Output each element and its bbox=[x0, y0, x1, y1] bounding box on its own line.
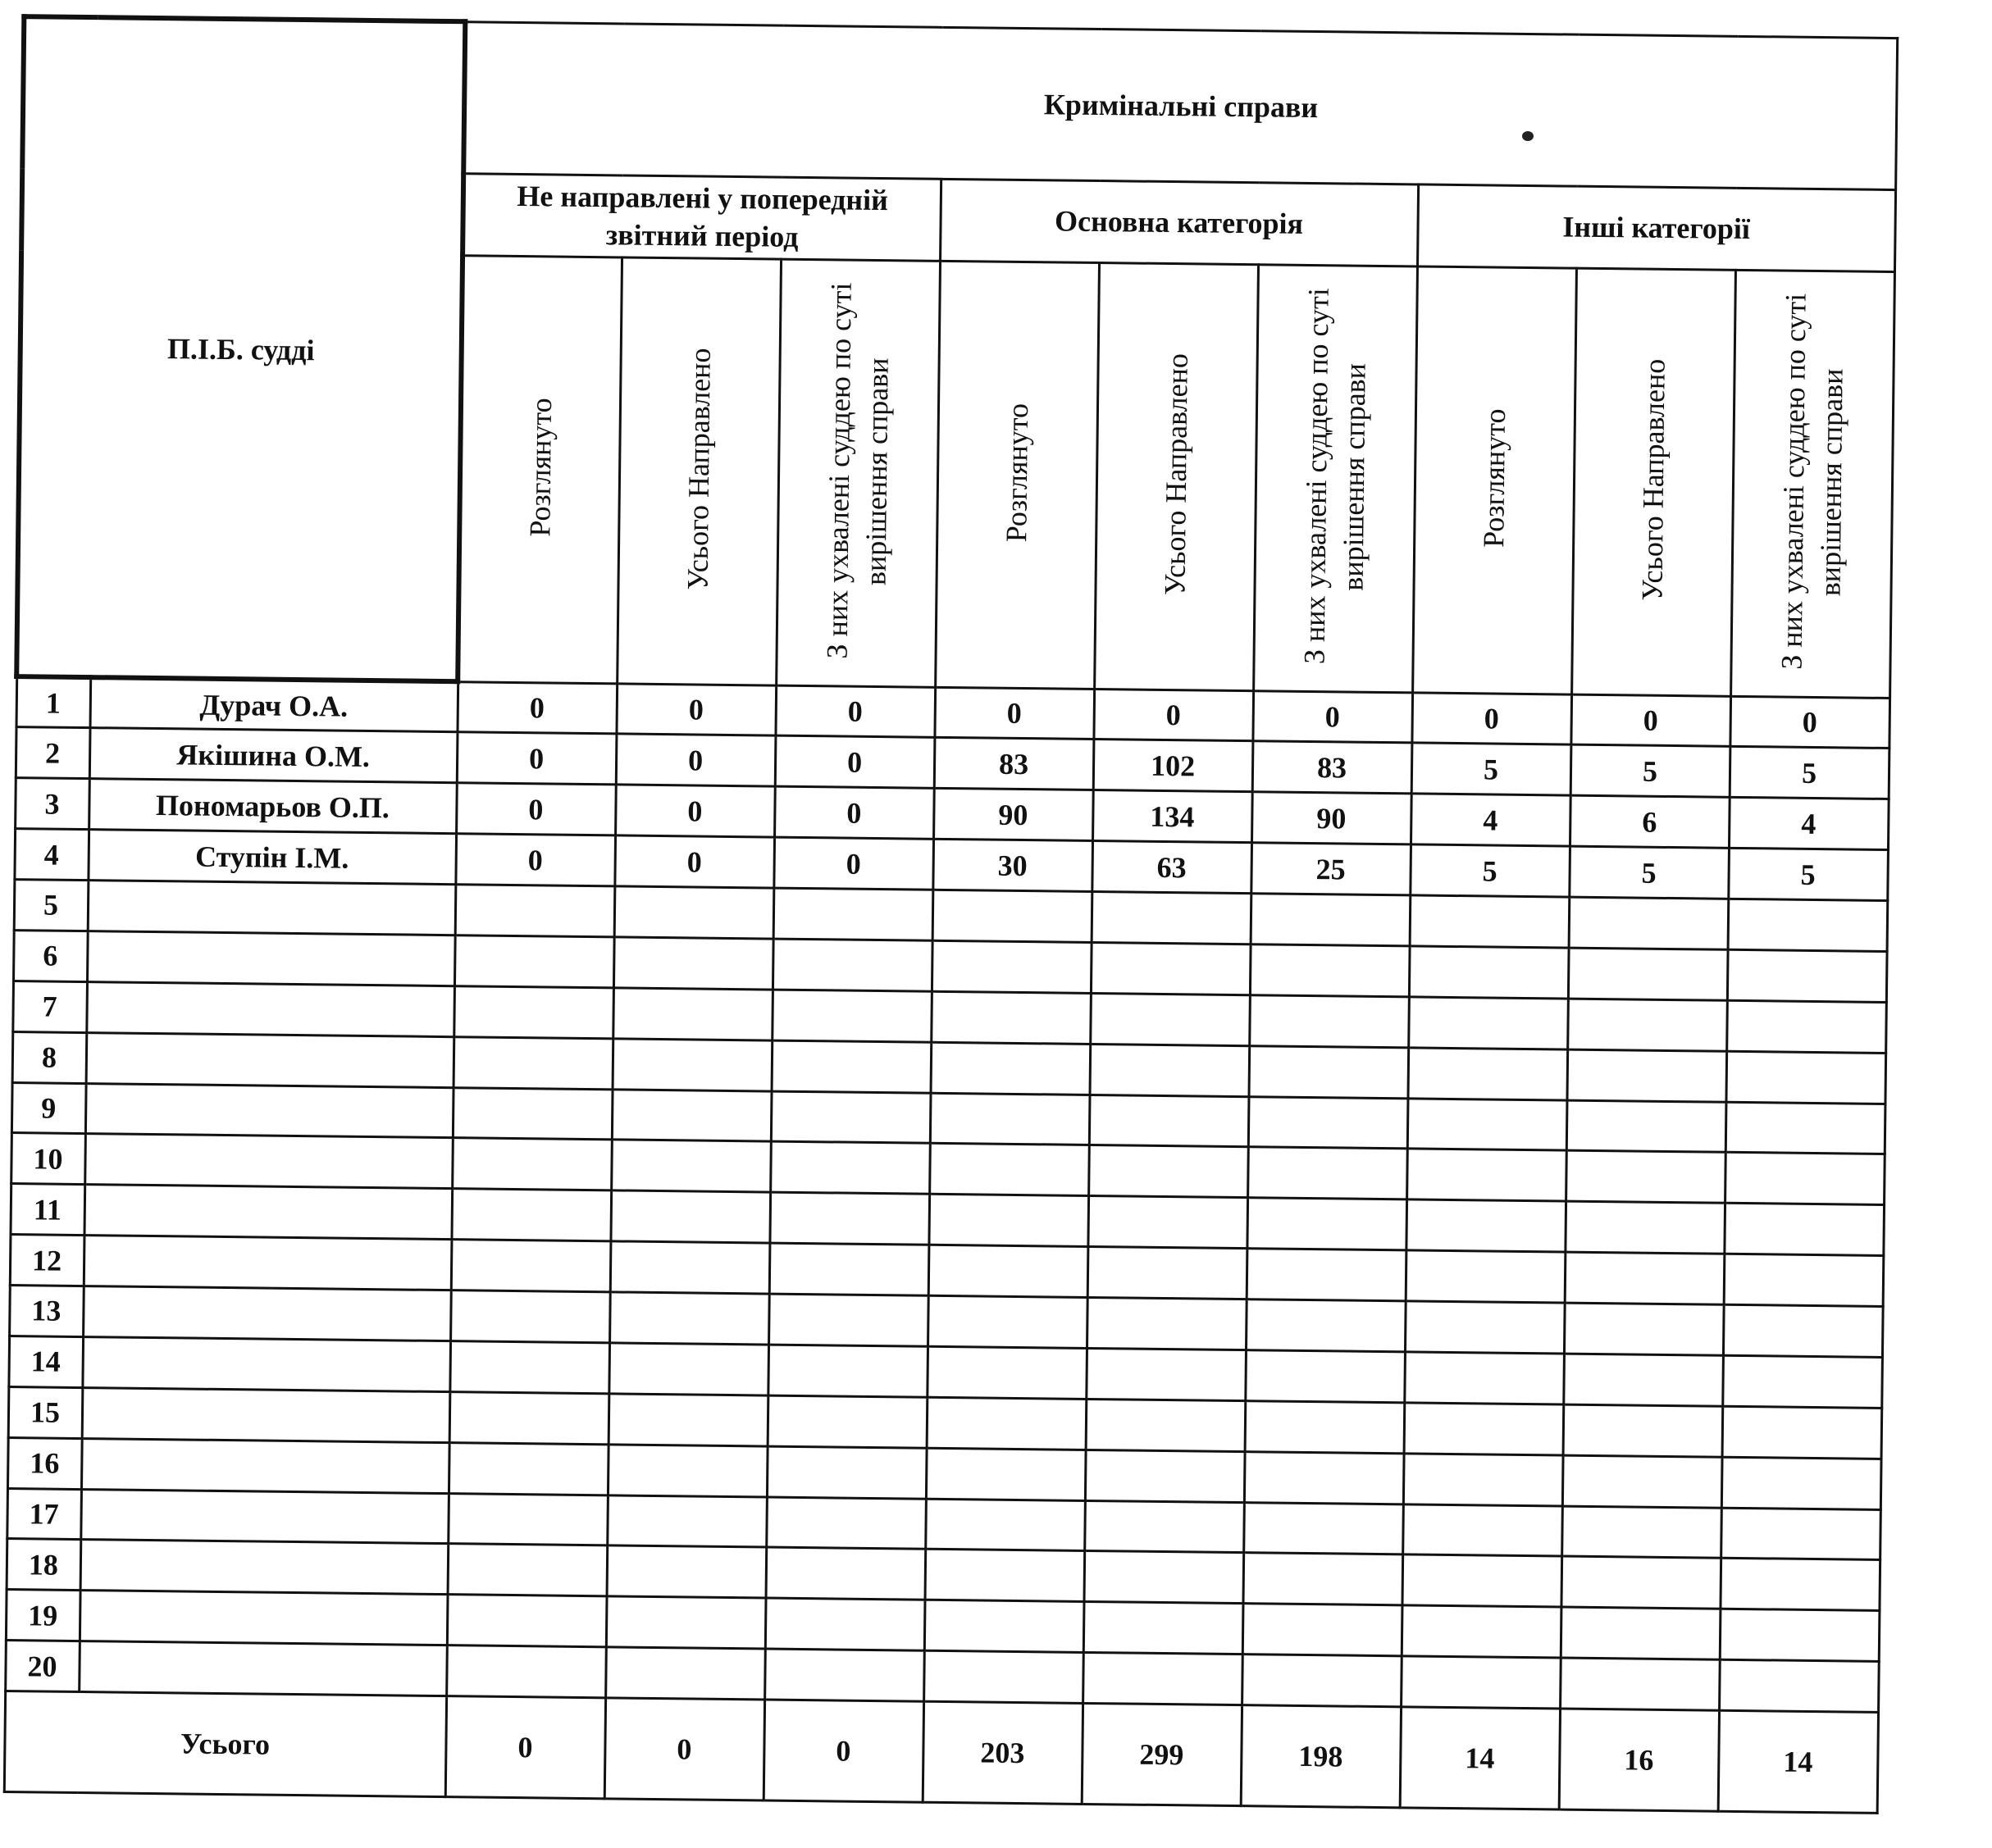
cell-value bbox=[455, 885, 615, 937]
cell-value: 63 bbox=[1092, 841, 1251, 894]
row-number: 6 bbox=[13, 930, 88, 981]
row-number: 17 bbox=[7, 1488, 81, 1540]
cell-value bbox=[1087, 1196, 1247, 1249]
cell-value bbox=[1724, 1204, 1884, 1256]
cell-value bbox=[1088, 1145, 1248, 1198]
cell-value bbox=[767, 1446, 927, 1499]
cell-value bbox=[1406, 1250, 1566, 1303]
cell-value: 30 bbox=[932, 839, 1092, 891]
cell-value bbox=[1091, 942, 1251, 995]
row-number: 8 bbox=[12, 1031, 87, 1083]
judge-name bbox=[80, 1489, 449, 1544]
cell-value bbox=[1402, 1554, 1561, 1607]
cell-value bbox=[1083, 1602, 1243, 1655]
cell-value bbox=[928, 1245, 1088, 1297]
cell-value bbox=[766, 1497, 926, 1550]
cell-value bbox=[1408, 1048, 1568, 1100]
cell-value bbox=[929, 1144, 1089, 1196]
cell-value bbox=[1565, 1252, 1725, 1304]
cell-value bbox=[1725, 1051, 1885, 1104]
cell-value: 90 bbox=[1251, 792, 1411, 844]
cell-value: 0 bbox=[1570, 694, 1730, 747]
cell-value: 6 bbox=[1570, 795, 1730, 848]
cell-value bbox=[1087, 1247, 1247, 1300]
cell-value: 0 bbox=[775, 685, 935, 738]
cell-value bbox=[448, 1493, 608, 1545]
cell-value bbox=[610, 1190, 770, 1243]
cell-value bbox=[1566, 1100, 1726, 1153]
total-value: 0 bbox=[445, 1696, 605, 1799]
cell-value bbox=[1561, 1556, 1721, 1609]
cell-value bbox=[1247, 1147, 1407, 1199]
cell-value bbox=[1722, 1406, 1882, 1459]
cell-value bbox=[1728, 899, 1888, 951]
judge-name: Пономарьов О.П. bbox=[89, 779, 457, 834]
cell-value bbox=[614, 886, 774, 939]
judge-name bbox=[86, 1032, 454, 1087]
cell-value bbox=[1565, 1201, 1725, 1254]
cell-value bbox=[1569, 897, 1729, 949]
subheader-reviewed: Розглянуто bbox=[458, 255, 622, 683]
cell-value: 0 bbox=[616, 683, 776, 735]
judge-name bbox=[80, 1591, 448, 1645]
cell-value bbox=[1249, 995, 1409, 1047]
cell-value: 0 bbox=[1730, 696, 1889, 749]
cell-value bbox=[1402, 1605, 1561, 1658]
cell-value bbox=[926, 1448, 1086, 1500]
cell-value: 4 bbox=[1411, 794, 1570, 846]
cell-value: 0 bbox=[616, 734, 776, 786]
cell-value: 0 bbox=[615, 785, 775, 837]
cell-value bbox=[773, 939, 932, 991]
cell-value: 0 bbox=[457, 681, 617, 734]
cell-value bbox=[1726, 1000, 1886, 1053]
cell-value bbox=[1721, 1457, 1881, 1509]
cell-value: 0 bbox=[1093, 689, 1253, 741]
cell-value bbox=[612, 1089, 772, 1141]
cell-value bbox=[1247, 1249, 1406, 1301]
row-number: 15 bbox=[8, 1386, 83, 1438]
subheader-reviewed: Розглянуто bbox=[935, 261, 1099, 689]
cell-value bbox=[607, 1495, 767, 1547]
cell-value bbox=[454, 1036, 613, 1089]
cell-value bbox=[768, 1395, 928, 1448]
cell-value: 0 bbox=[1252, 690, 1412, 743]
cell-value bbox=[1248, 1096, 1408, 1149]
cell-value bbox=[1722, 1355, 1882, 1408]
cell-value: 25 bbox=[1251, 843, 1411, 895]
cell-value bbox=[609, 1394, 768, 1446]
cell-value bbox=[927, 1397, 1087, 1450]
row-number: 3 bbox=[15, 778, 89, 830]
cell-value: 4 bbox=[1729, 798, 1889, 850]
cell-value bbox=[766, 1547, 926, 1600]
cell-value bbox=[768, 1294, 928, 1346]
criminal-cases-table bbox=[2, 14, 1899, 1814]
cell-value bbox=[1723, 1304, 1883, 1357]
subheader-decided-on-merits: З них ухвалені суддею по суті вирішення справи bbox=[1730, 270, 1894, 698]
cell-value bbox=[454, 935, 614, 988]
cell-value bbox=[613, 988, 773, 1040]
subheader-decided-on-merits: З них ухвалені суддею по суті вирішення справи bbox=[1253, 264, 1417, 692]
judge-name: Дурач О.А. bbox=[90, 677, 458, 732]
row-number: 18 bbox=[7, 1539, 81, 1591]
cell-value bbox=[771, 1091, 931, 1144]
cell-value bbox=[449, 1391, 609, 1444]
cell-value: 5 bbox=[1730, 747, 1889, 799]
row-number: 9 bbox=[11, 1082, 86, 1134]
cell-value bbox=[451, 1240, 611, 1292]
cell-value bbox=[765, 1598, 925, 1650]
cell-value bbox=[1409, 946, 1569, 999]
cell-value bbox=[1084, 1551, 1244, 1604]
cell-value bbox=[1561, 1607, 1721, 1659]
cell-value bbox=[1567, 999, 1727, 1051]
cell-value: 5 bbox=[1569, 846, 1729, 899]
cell-value: 0 bbox=[457, 732, 617, 785]
group-header-other-categories: Інші категорії bbox=[1417, 184, 1895, 271]
cell-value bbox=[928, 1195, 1088, 1247]
cell-value: 0 bbox=[775, 735, 935, 788]
cell-value bbox=[447, 1595, 607, 1647]
cell-value bbox=[769, 1192, 929, 1245]
cell-value bbox=[1406, 1199, 1566, 1252]
cell-value bbox=[925, 1550, 1085, 1602]
cell-value: 0 bbox=[774, 786, 934, 839]
cell-value bbox=[613, 1038, 773, 1090]
cell-value bbox=[605, 1647, 765, 1700]
judge-name bbox=[83, 1286, 451, 1341]
cell-value bbox=[930, 1093, 1090, 1145]
cell-value bbox=[1243, 1502, 1403, 1554]
cell-value: 0 bbox=[773, 837, 933, 890]
cell-value bbox=[1408, 997, 1568, 1049]
total-value: 0 bbox=[604, 1698, 764, 1800]
cell-value bbox=[1725, 1102, 1885, 1154]
cell-value bbox=[1092, 891, 1251, 944]
cell-value bbox=[1566, 1150, 1725, 1203]
row-number: 19 bbox=[6, 1590, 80, 1641]
cell-value bbox=[1244, 1451, 1404, 1504]
cell-value: 5 bbox=[1570, 744, 1730, 797]
row-number: 12 bbox=[10, 1235, 84, 1286]
cell-value bbox=[770, 1141, 930, 1194]
cell-value bbox=[1727, 949, 1887, 1002]
main-title: Кримінальні справи bbox=[463, 21, 1897, 189]
judge-name bbox=[88, 881, 456, 935]
report-sheet bbox=[2, 14, 1894, 1814]
judge-name bbox=[82, 1336, 450, 1391]
row-number: 20 bbox=[5, 1641, 80, 1692]
cell-value bbox=[449, 1341, 609, 1394]
cell-value bbox=[1568, 948, 1728, 1000]
cell-value bbox=[769, 1243, 929, 1295]
cell-value bbox=[1250, 944, 1410, 997]
cell-value: 0 bbox=[456, 783, 616, 835]
subheader-total-sent: Усього Направлено bbox=[1571, 268, 1735, 696]
cell-value bbox=[1719, 1659, 1879, 1712]
total-value: 203 bbox=[923, 1701, 1083, 1804]
group-header-main-category: Основна категорія bbox=[940, 179, 1418, 266]
cell-value bbox=[1564, 1303, 1724, 1355]
row-number: 14 bbox=[8, 1336, 83, 1387]
cell-value: 0 bbox=[934, 687, 1094, 740]
judge-name bbox=[86, 981, 454, 1036]
judge-name: Якішина О.М. bbox=[89, 728, 458, 783]
row-number: 7 bbox=[12, 981, 87, 1032]
total-value: 0 bbox=[764, 1700, 923, 1802]
total-value: 14 bbox=[1718, 1710, 1878, 1813]
cell-value bbox=[1085, 1450, 1245, 1502]
total-value: 299 bbox=[1082, 1703, 1242, 1805]
cell-value bbox=[1561, 1506, 1721, 1559]
row-number: 13 bbox=[9, 1286, 84, 1337]
cell-value bbox=[1246, 1300, 1406, 1352]
judge-name bbox=[84, 1185, 452, 1240]
cell-value bbox=[609, 1343, 768, 1395]
judge-name bbox=[84, 1236, 452, 1290]
cell-value bbox=[611, 1140, 771, 1192]
cell-value: 83 bbox=[1252, 741, 1412, 794]
cell-value: 83 bbox=[934, 738, 1094, 790]
row-number: 11 bbox=[10, 1184, 84, 1236]
cell-value bbox=[606, 1596, 766, 1649]
judge-name bbox=[81, 1438, 449, 1493]
cell-value bbox=[609, 1292, 769, 1345]
cell-value bbox=[928, 1295, 1087, 1348]
cell-value bbox=[450, 1290, 610, 1343]
cell-value bbox=[1242, 1604, 1402, 1656]
cell-value bbox=[932, 940, 1092, 993]
cell-value bbox=[1402, 1504, 1562, 1556]
judge-name bbox=[79, 1641, 447, 1696]
judge-name bbox=[85, 1083, 454, 1138]
cell-value bbox=[608, 1444, 768, 1496]
cell-value bbox=[1563, 1404, 1723, 1457]
cell-value bbox=[773, 888, 933, 940]
judge-name bbox=[84, 1134, 453, 1189]
subheader-reviewed: Розглянуто bbox=[1412, 266, 1576, 694]
cell-value: 0 bbox=[614, 835, 774, 888]
cell-value: 5 bbox=[1411, 743, 1571, 795]
cell-value bbox=[1083, 1653, 1242, 1705]
cell-value bbox=[1090, 993, 1250, 1045]
subheader-total-sent: Усього Направлено bbox=[617, 257, 781, 685]
cell-value bbox=[1721, 1508, 1880, 1560]
cell-value: 5 bbox=[1728, 848, 1888, 900]
row-number: 16 bbox=[7, 1437, 82, 1489]
cell-value bbox=[1406, 1149, 1566, 1201]
cell-value bbox=[927, 1346, 1087, 1399]
cell-value bbox=[1086, 1348, 1246, 1400]
cell-value bbox=[1089, 1095, 1249, 1147]
cell-value: 0 bbox=[455, 834, 615, 886]
cell-value bbox=[1404, 1352, 1564, 1404]
cell-value bbox=[1242, 1655, 1402, 1707]
cell-value bbox=[1087, 1297, 1247, 1350]
cell-value bbox=[1720, 1609, 1880, 1661]
row-number: 5 bbox=[14, 880, 89, 931]
cell-value bbox=[1245, 1400, 1405, 1453]
cell-value bbox=[764, 1649, 924, 1701]
cell-value bbox=[1405, 1301, 1565, 1354]
cell-value bbox=[768, 1345, 928, 1397]
judge-name bbox=[87, 931, 455, 985]
cell-value bbox=[1562, 1455, 1722, 1508]
cell-value bbox=[453, 1087, 613, 1140]
cell-value: 90 bbox=[933, 789, 1093, 841]
cell-value bbox=[932, 890, 1092, 942]
cell-value: 102 bbox=[1093, 740, 1253, 792]
table-body bbox=[5, 676, 1889, 1712]
cell-value bbox=[1563, 1354, 1723, 1406]
cell-value bbox=[446, 1645, 606, 1698]
cell-value: 5 bbox=[1410, 844, 1570, 897]
cell-value bbox=[1251, 894, 1411, 946]
ink-speck bbox=[1522, 131, 1534, 141]
cell-value bbox=[924, 1600, 1084, 1652]
cell-value bbox=[1090, 1044, 1250, 1096]
total-value: 198 bbox=[1241, 1705, 1401, 1808]
cell-value bbox=[1401, 1656, 1561, 1709]
total-value: 16 bbox=[1559, 1709, 1719, 1811]
cell-value bbox=[454, 985, 613, 1038]
cell-value bbox=[772, 1040, 932, 1093]
cell-value bbox=[1404, 1403, 1564, 1455]
cell-value bbox=[772, 990, 932, 1042]
judge-name-header: П.І.Б. судді bbox=[16, 16, 465, 681]
cell-value: 134 bbox=[1092, 790, 1252, 843]
cell-value bbox=[452, 1138, 612, 1190]
cell-value bbox=[448, 1544, 608, 1596]
total-row bbox=[4, 1691, 1878, 1814]
row-number: 2 bbox=[16, 727, 90, 779]
cell-value bbox=[613, 937, 773, 990]
cell-value bbox=[931, 991, 1091, 1044]
cell-value bbox=[1084, 1500, 1244, 1553]
cell-value bbox=[1724, 1254, 1884, 1306]
cell-value bbox=[1247, 1198, 1406, 1250]
judge-name: Ступін І.М. bbox=[88, 830, 456, 885]
cell-value bbox=[1249, 1045, 1409, 1098]
cell-value bbox=[610, 1241, 770, 1294]
cell-value bbox=[923, 1650, 1083, 1703]
judge-name bbox=[82, 1387, 450, 1442]
cell-value bbox=[1086, 1399, 1246, 1451]
row-number: 4 bbox=[14, 829, 89, 881]
cell-value: 0 bbox=[1411, 692, 1571, 744]
subheader-decided-on-merits: З них ухвалені суддею по суті вирішення справи bbox=[776, 259, 940, 687]
cell-value bbox=[1560, 1658, 1720, 1710]
cell-value bbox=[1242, 1553, 1402, 1605]
cell-value bbox=[451, 1189, 611, 1241]
cell-value bbox=[1720, 1559, 1880, 1611]
total-value: 14 bbox=[1400, 1707, 1560, 1809]
cell-value bbox=[1410, 895, 1570, 948]
judge-name bbox=[80, 1540, 449, 1595]
cell-value bbox=[1566, 1049, 1726, 1102]
row-number: 10 bbox=[11, 1133, 85, 1185]
cell-value bbox=[1407, 1098, 1567, 1150]
cell-value bbox=[607, 1545, 767, 1598]
subheader-total-sent: Усього Направлено bbox=[1094, 262, 1258, 690]
total-label: Усього bbox=[4, 1691, 446, 1797]
row-number: 1 bbox=[16, 676, 91, 728]
cell-value bbox=[925, 1499, 1085, 1551]
cell-value bbox=[1245, 1350, 1405, 1403]
cell-value bbox=[1403, 1453, 1563, 1505]
cell-value bbox=[1725, 1153, 1885, 1205]
cell-value bbox=[449, 1442, 609, 1495]
group-header-not-sent-previous: Не направлені у попередній звітний період bbox=[463, 173, 941, 261]
cell-value bbox=[931, 1042, 1091, 1095]
